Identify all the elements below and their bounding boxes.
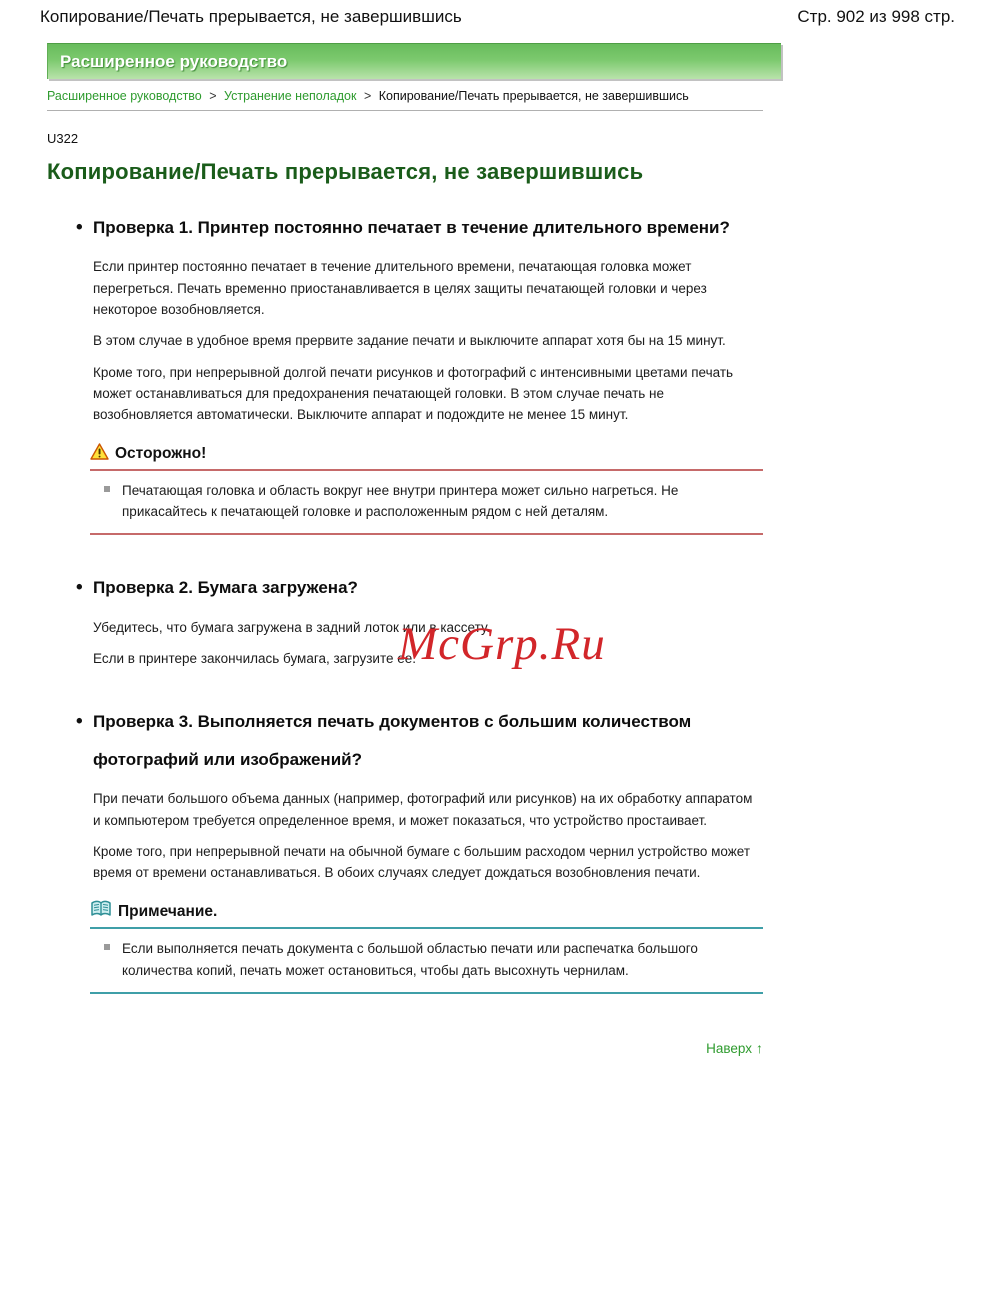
note-body: [90, 927, 763, 994]
document-title: Копирование/Печать прерывается, не завершившись: [40, 7, 462, 26]
caution-body: [90, 469, 763, 536]
check-3-heading: • Проверка 3. Выполняется печать документов с большим количеством фотографий или изображений?: [93, 712, 692, 769]
check-1-heading: • Проверка 1. Принтер постоянно печатает в течение длительного времени?: [93, 218, 730, 237]
article-code: U322: [47, 131, 79, 146]
check-item-1: [47, 209, 763, 535]
square-bullet: [104, 486, 110, 492]
watermark: McGrp.Ru: [398, 618, 606, 670]
check-list: [47, 209, 763, 994]
check-3-paragraph: Кроме того, при непрерывной печати на обычной бумаге с большим расходом чернил устройство может время от времени останавливаться. В обоих случаях следует дождаться возобновления печати.: [93, 843, 751, 881]
caution-item: [90, 480, 763, 523]
content-area: [47, 43, 763, 1078]
note-title-row: [90, 900, 763, 923]
caution-title: Осторожно!: [115, 444, 207, 462]
note-box: [90, 900, 763, 994]
note-book-icon: [90, 900, 112, 923]
check-item-3: [47, 703, 763, 994]
check-2-paragraph: Убедитесь, что бумага загружена в задний лоток или в кассету.: [93, 619, 491, 635]
breadcrumb-separator: >: [363, 89, 372, 103]
square-bullet: [104, 944, 110, 950]
check-1-paragraph: В этом случае в удобное время прервите задание печати и выключите аппарат хотя бы на 15 минут.: [93, 333, 726, 349]
page-indicator: Стр. 902 из 998 стр.: [797, 7, 955, 26]
check-item-2: [47, 569, 763, 669]
caution-box: [90, 443, 763, 536]
note-title: Примечание.: [118, 902, 218, 920]
note-text: Если выполняется печать документа с большой областью печати или распечатка большого количества копий, печать может остановиться, чтобы дать высохнуть чернилам.: [122, 941, 698, 978]
warning-icon: [90, 443, 109, 465]
breadcrumb-link-troubleshooting[interactable]: Устранение неполадок: [224, 89, 357, 103]
back-to-top-row: [47, 1040, 763, 1078]
breadcrumb: [47, 89, 763, 103]
back-to-top-link[interactable]: [706, 1041, 763, 1056]
top-header: [0, 0, 1000, 27]
check-1-paragraph: Кроме того, при непрерывной долгой печати рисунков и фотографий с интенсивными цветами печать может останавливаться для предохранения печатающей головки. В этом случае печать не возобновляется автоматически. Выключите аппарат и подождите не менее 15 минут.: [93, 364, 734, 423]
up-arrow-icon: ↑: [756, 1040, 763, 1057]
breadcrumb-link-advanced-guide[interactable]: Расширенное руководство: [47, 89, 202, 103]
check-2-paragraph: Если в принтере закончилась бумага, загрузите ее.: [93, 651, 417, 667]
guide-banner: [47, 43, 781, 79]
check-1-paragraph: Если принтер постоянно печатает в течение длительного времени, печатающая головка может перегреться. Печать временно приостанавливается в целях защиты печатающей головки и через некоторое возобновляется.: [93, 259, 707, 318]
caution-title-row: [90, 443, 763, 465]
header-divider: [47, 110, 763, 111]
breadcrumb-current-page: Копирование/Печать прерывается, не завершившись: [378, 89, 689, 103]
banner-title: Расширенное руководство: [60, 51, 288, 71]
caution-text: Печатающая головка и область вокруг нее внутри принтера может сильно нагреться. Не прикасайтесь к печатающей головке и расположенным рядом с ней деталям.: [122, 482, 679, 520]
check-2-heading: • Проверка 2. Бумага загружена?: [93, 578, 358, 598]
breadcrumb-separator: >: [209, 89, 217, 103]
note-item: [90, 938, 763, 981]
back-to-top-label: Наверх: [706, 1041, 752, 1057]
page-title: Копирование/Печать прерывается, не завершившись: [47, 159, 644, 184]
check-3-paragraph: При печати большого объема данных (например, фотографий или рисунков) на их обработку аппаратом и компьютером требуется определенное время, и может показаться, что устройство простаивает.: [93, 791, 753, 828]
